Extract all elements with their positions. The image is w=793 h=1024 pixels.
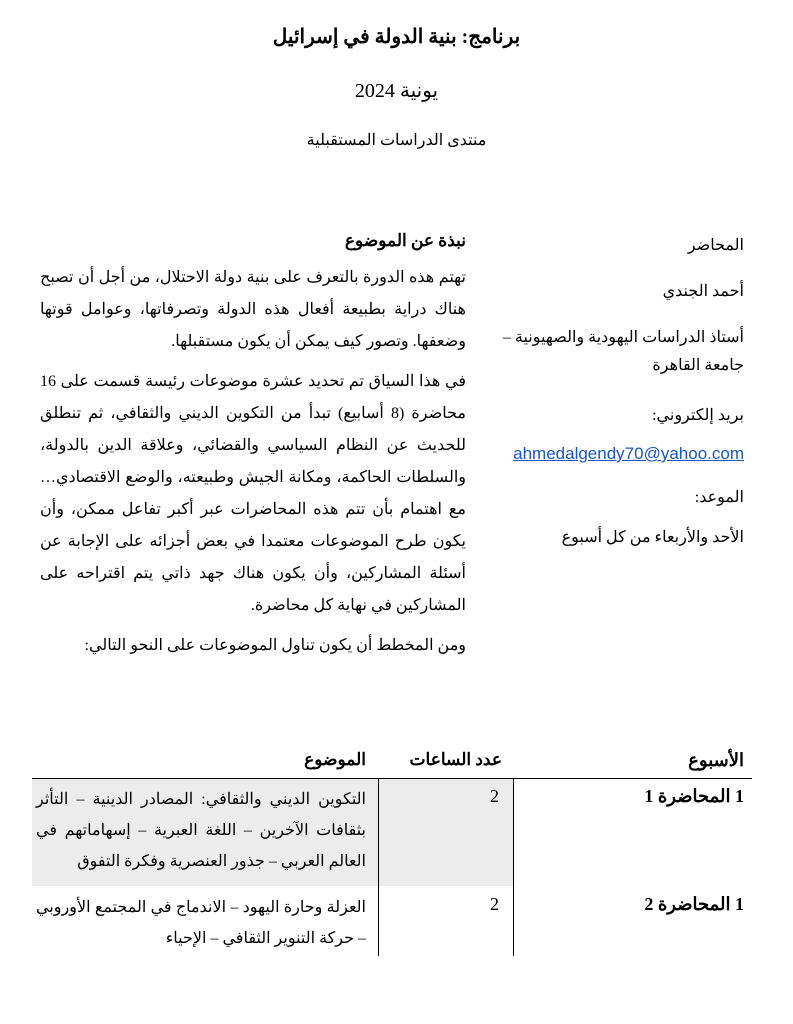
schedule-label: الموعد: <box>694 489 744 506</box>
topic-cell: العزلة وحارة اليهود – الاندماج في المجتمع الأوروبي – حركة التنوير الثقافي – الإحياء <box>36 899 366 947</box>
about-paragraph: ومن المخطط أن يكون تناول الموضوعات على النحو التالي: <box>84 637 466 654</box>
about-paragraph: في هذا السياق تم تحديد عشرة موضوعات رئيسة قسمت على 16 محاضرة (8 أسابيع) تبدأ من التكوين الديني والثقافي، ثم تنطلق للحديث عن النظام السياسي والقضائي، وعلاقة الدين بالدولة، والسلطات الحاكمة، ومكانة الجيش وطبيعته، والوضع الاقتصادي… مع اهتمام بأن تتم هذه المحاضرات عبر أكبر تفاعل ممكن، وأن يكون طرح الموضوعات معتمدا في بعض أجزائه على الإجابة عن أسئلة المشاركين، وأن يكون هناك جهد ذاتي يتم اقتراحه على المشاركين في نهاية كل محاضرة. <box>40 373 466 614</box>
schedule-value: الأحد والأربعاء من كل أسبوع <box>561 529 744 546</box>
hours-cell: 2 <box>378 778 514 886</box>
lecturer-name: أحمد الجندي <box>662 283 744 300</box>
email-link[interactable]: ahmedalgendy70@yahoo.com <box>513 444 744 463</box>
lecturer-title: أستاذ الدراسات اليهودية والصهيونية – جامعة القاهرة <box>502 329 744 374</box>
table-row <box>32 778 752 886</box>
week-cell: 1 المحاضرة 1 <box>644 786 744 806</box>
email-label: بريد إلكتروني: <box>652 407 744 424</box>
header-hours: عدد الساعات <box>409 750 502 769</box>
organization-name: منتدى الدراسات المستقبلية <box>306 132 487 149</box>
header-week: الأسبوع <box>688 750 744 770</box>
about-section <box>40 226 466 670</box>
table-header-divider <box>32 778 752 779</box>
hours-cell: 2 <box>378 886 514 956</box>
document-title: برنامج: بنية الدولة في إسرائيل <box>272 26 521 48</box>
topic-cell: التكوين الديني والثقافي: المصادر الدينية – التأثر بثقافات الآخرين – اللغة العبرية – إسهاماتهم في العالم العربي – جذور العنصرية وفكرة التفوق <box>32 778 378 886</box>
lecturer-role-label: المحاضر <box>687 237 744 254</box>
schedule-table <box>32 744 752 956</box>
header-topic: الموضوع <box>304 750 366 769</box>
week-cell: 1 المحاضرة 2 <box>644 894 744 914</box>
document-date: يونية 2024 <box>354 80 439 102</box>
table-header-row <box>32 744 752 778</box>
about-paragraph: تهتم هذه الدورة بالتعرف على بنية دولة الاحتلال، من أجل أن تصبح هناك دراية بطبيعة أفعال هذه الدولة وتصرفاتها، وعوامل قوتها وضعفها. وتصور كيف يمكن أن يكون مستقبلها. <box>40 269 466 350</box>
about-heading: نبذة عن الموضوع <box>344 231 466 250</box>
table-row <box>32 886 752 956</box>
